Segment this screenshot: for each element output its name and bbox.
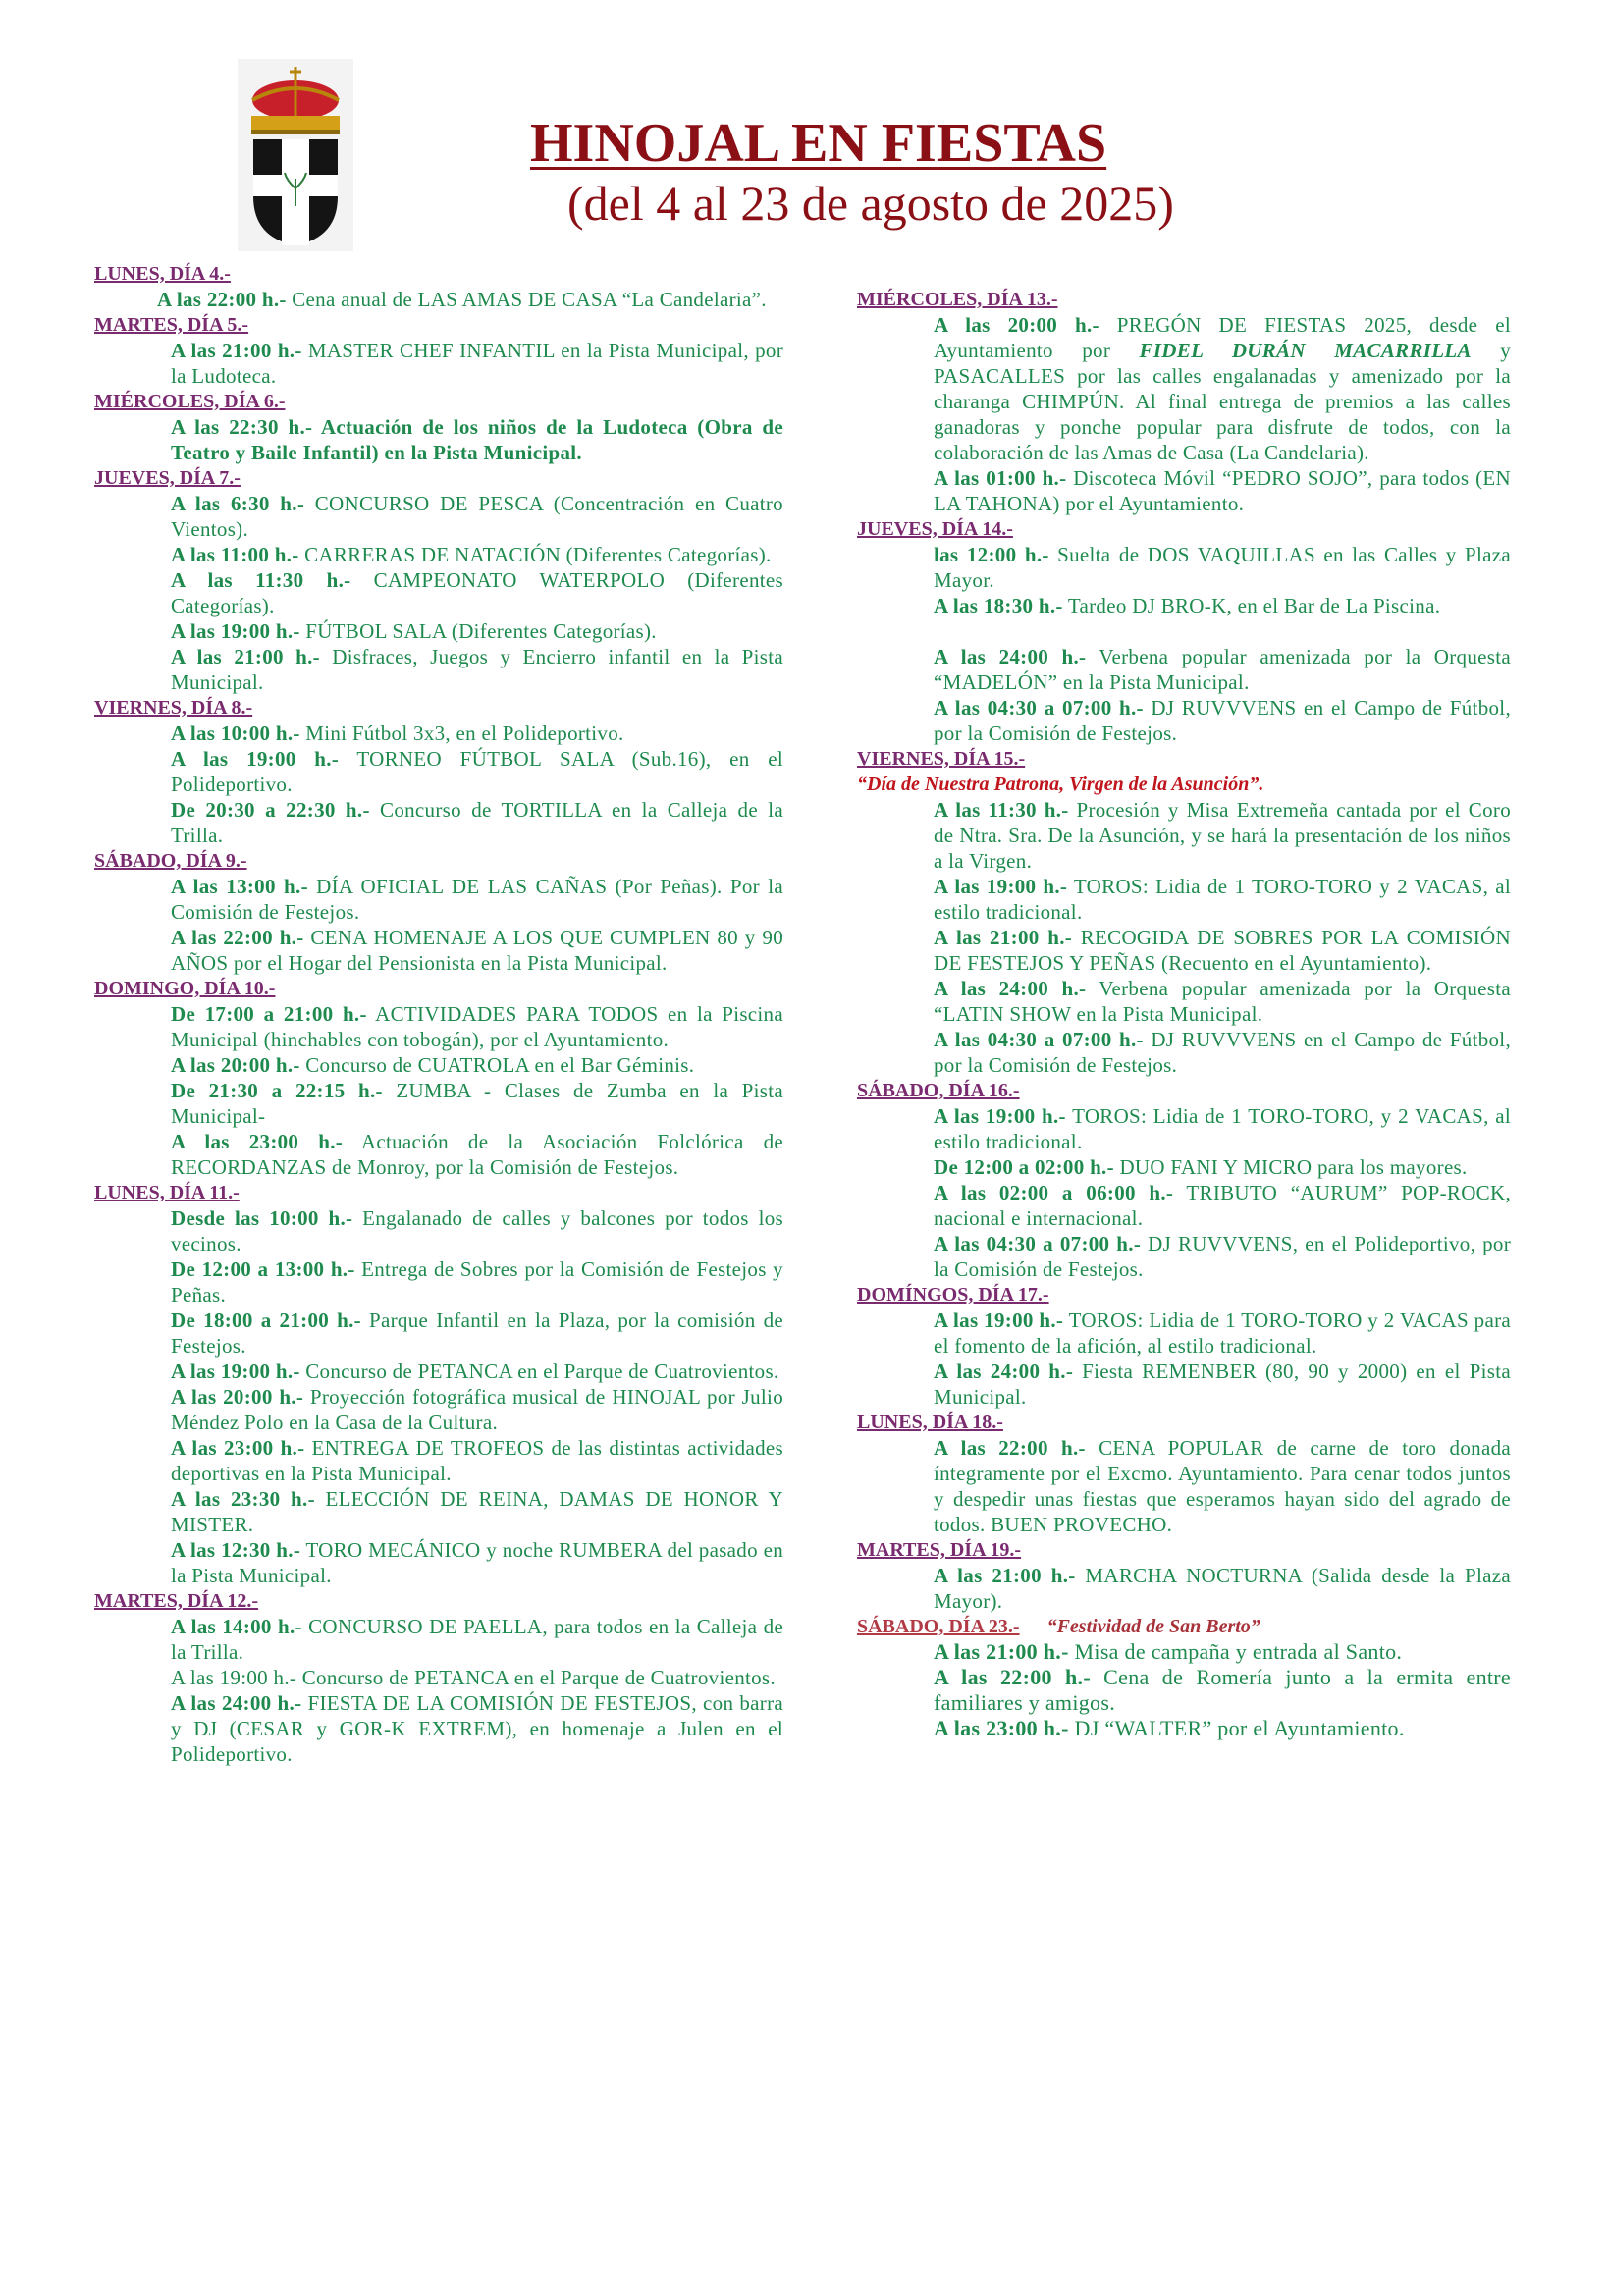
event-item	[934, 312, 1511, 465]
event-item	[171, 1665, 783, 1690]
day-heading: JUEVES, DÍA 14.-	[857, 518, 1013, 540]
event-time: A las 02:00 a 06:00 h.-	[934, 1181, 1174, 1204]
event-time: A las 19:00 h.-	[171, 1360, 300, 1383]
event-item	[934, 1180, 1511, 1231]
event-text: Procesión y Misa Extremeña cantada por el Coro de Ntra. Sra. De la Asunción, y se hará la presentación de los niños a la Virgen.	[934, 798, 1512, 873]
event-item	[171, 618, 783, 644]
event-item	[934, 797, 1511, 874]
day-heading: LUNES, DÍA 18.-	[857, 1412, 1003, 1433]
event-time: A las 04:30 a 07:00 h.-	[934, 1028, 1144, 1051]
day-heading: SÁBADO, DÍA 16.-	[857, 1080, 1020, 1101]
event-item	[171, 1435, 783, 1486]
event-time: De 12:00 a 13:00 h.-	[171, 1257, 355, 1281]
event-item	[171, 1384, 783, 1435]
event-time: A las 23:00 h.-	[171, 1130, 344, 1153]
coat-of-arms	[238, 59, 353, 251]
event-text: ENTREGA DE TROFEOS de las distintas actividades deportivas en la Pista Municipal.	[171, 1436, 783, 1485]
day-heading: LUNES, DÍA 4.-	[94, 263, 231, 285]
event-text: Fiesta REMENBER (80, 90 y 2000) en el Pista Municipal.	[934, 1360, 1511, 1409]
event-item	[157, 287, 783, 312]
event-time: A las 19:00 h.-	[171, 747, 340, 771]
event-time: A las 20:00 h.-	[171, 1053, 300, 1077]
event-item	[171, 1052, 783, 1078]
event-time: A las 13:00 h.-	[171, 875, 308, 898]
event-item	[934, 1359, 1511, 1410]
event-text: CARRERAS DE NATACIÓN (Diferentes Categorías).	[298, 543, 772, 566]
event-text: TOROS: Lidia de 1 TORO-TORO y 2 VACAS, al estilo tradicional.	[934, 875, 1511, 924]
event-text: TRIBUTO “AURUM” POP-ROCK, nacional e internacional.	[934, 1181, 1511, 1230]
coat-of-arms-icon	[238, 59, 353, 251]
event-item	[934, 1027, 1511, 1078]
day-block	[94, 389, 783, 465]
day-heading: MARTES, DÍA 19.-	[857, 1539, 1022, 1561]
event-time: A las 22:00 h.-	[157, 288, 287, 311]
event-item	[934, 644, 1511, 695]
event-text: Verbena popular amenizada por la Orquesta “MADELÓN” en la Pista Municipal.	[934, 645, 1511, 694]
event-time: A las 11:30 h.-	[934, 798, 1069, 822]
event-time: las 12:00 h.-	[934, 543, 1049, 566]
event-time: A las 21:00 h.-	[934, 1639, 1069, 1664]
event-text: ACTIVIDADES PARA TODOS en la Piscina Municipal (hinchables con tobogán), por el Ayuntamiento.	[171, 1002, 783, 1051]
day-heading: MIÉRCOLES, DÍA 6.-	[94, 391, 286, 412]
day-heading: MARTES, DÍA 5.-	[94, 314, 249, 336]
event-text: DUO FANI Y MICRO para los mayores.	[1113, 1155, 1468, 1179]
event-text: Discoteca Móvil “PEDRO SOJO”, para todos (EN LA TAHONA) por el Ayuntamiento.	[934, 466, 1511, 515]
event-time: A las 01:00 h.-	[934, 466, 1067, 490]
event-item	[171, 1129, 783, 1180]
event-item	[934, 1639, 1511, 1665]
event-item	[171, 491, 783, 542]
left-column	[94, 261, 783, 1767]
event-time: A las 24:00 h.-	[171, 1691, 302, 1715]
event-time: Desde las 10:00 h.-	[171, 1206, 353, 1230]
event-item	[171, 1537, 783, 1588]
event-text: Concurso de CUATROLA en el Bar Géminis.	[299, 1053, 695, 1077]
event-text: RECOGIDA DE SOBRES POR LA COMISIÓN DE FESTEJOS Y PEÑAS (Recuento en el Ayuntamiento).	[934, 926, 1511, 975]
day-heading: MARTES, DÍA 12.-	[94, 1590, 259, 1612]
event-item	[171, 1308, 783, 1359]
page-title: HINOJAL EN FIESTAS	[530, 113, 1107, 174]
event-text: PREGÓN DE FIESTAS 2025, desde el Ayuntamiento por	[934, 313, 1511, 362]
event-time: A las 19:00 h.-	[934, 875, 1068, 898]
event-item	[934, 542, 1511, 593]
event-text: Proyección fotográfica musical de HINOJAL por Julio Méndez Polo en la Casa de la Cultura.	[171, 1385, 783, 1434]
event-item	[934, 695, 1511, 746]
event-time: De 12:00 a 02:00 h.-	[934, 1155, 1114, 1179]
event-item	[171, 644, 783, 695]
event-text: ZUMBA - Clases de Zumba en la Pista Municipal-	[171, 1079, 783, 1128]
event-time: A las 22:00 h.-	[934, 1436, 1086, 1460]
event-text: Concurso de PETANCA en el Parque de Cuatrovientos.	[299, 1360, 779, 1383]
day-block	[857, 1614, 1511, 1741]
event-time: A las 19:00 h.-	[171, 619, 300, 643]
event-item	[934, 1665, 1511, 1716]
event-time: A las 20:00 h.-	[171, 1385, 304, 1409]
day-heading: VIERNES, DÍA 15.-	[857, 748, 1026, 770]
event-item	[934, 874, 1511, 925]
event-time: A las 23:00 h.-	[934, 1716, 1069, 1740]
event-time: A las 11:00 h.-	[171, 543, 299, 566]
event-text: CONCURSO DE PESCA (Concentración en Cuatro Vientos).	[171, 492, 783, 541]
day-heading	[857, 1614, 1511, 1639]
event-item	[171, 1205, 783, 1256]
spacer	[857, 618, 1511, 644]
event-text: Disfraces, Juegos y Encierro infantil en la Pista Municipal.	[171, 645, 784, 694]
event-text: ELECCIÓN DE REINA, DAMAS DE HONOR Y MISTER.	[171, 1487, 783, 1536]
event-text: MARCHA NOCTURNA (Salida desde la Plaza Mayor).	[934, 1564, 1511, 1613]
day-block	[94, 261, 783, 312]
event-item	[934, 465, 1511, 516]
event-item	[934, 1716, 1511, 1741]
event-text: y PASACALLES por las calles engalanadas y amenizado por la charanga CHIMPÚN. Al final entrega de premios a las calles ganadoras y ponche popular para disfrute de todos, con la colaboración de las Amas de Casa (La Candelaria).	[934, 339, 1511, 464]
event-item	[171, 1486, 783, 1537]
day-block	[857, 1282, 1511, 1410]
event-time: A las 24:00 h.-	[934, 645, 1087, 668]
event-item	[171, 542, 783, 567]
event-item	[934, 976, 1511, 1027]
event-text: CENA POPULAR de carne de toro donada íntegramente por el Excmo. Ayuntamiento. Para cenar todos juntos y despedir unas fiestas que esperamos hayan sido del agrado de todos. BUEN PROVECHO.	[934, 1436, 1511, 1536]
event-text: DJ RUVVVENS, en el Polideportivo, por la Comisión de Festejos.	[934, 1232, 1511, 1281]
event-text: Cena anual de LAS AMAS DE CASA “La Candelaria”.	[286, 288, 767, 311]
event-time: A las 20:00 h.-	[934, 313, 1099, 337]
day-block	[857, 1537, 1511, 1614]
event-time: A las 23:30 h.-	[171, 1487, 315, 1511]
event-item	[171, 414, 783, 465]
event-text: Mini Fútbol 3x3, en el Polideportivo.	[299, 721, 624, 745]
event-text: TORO MECÁNICO y noche RUMBERA del pasado en la Pista Municipal.	[171, 1538, 784, 1587]
event-time: A las 23:00 h.-	[171, 1436, 305, 1460]
event-time: A las 24:00 h.-	[934, 1360, 1074, 1383]
event-text: Tardeo DJ BRO-K, en el Bar de La Piscina.	[1062, 594, 1441, 617]
event-item	[934, 1308, 1511, 1359]
event-text: A las 19:00 h.- Concurso de PETANCA en el Parque de Cuatrovientos.	[171, 1666, 776, 1689]
day-block	[94, 312, 783, 389]
event-text: Cena de Romería junto a la ermita entre familiares y amigos.	[934, 1665, 1511, 1715]
event-text: FIESTA DE LA COMISIÓN DE FESTEJOS, con barra y DJ (CESAR y GOR-K EXTREM), en homenaje a Julen en el Polideportivo.	[171, 1691, 783, 1766]
event-text: Engalanado de calles y balcones por todos los vecinos.	[171, 1206, 784, 1255]
event-item	[171, 925, 783, 976]
event-time: A las 22:00 h.-	[171, 926, 304, 949]
day-heading: DOMÍNGOS, DÍA 17.-	[857, 1284, 1049, 1306]
event-text: CENA HOMENAJE A LOS QUE CUMPLEN 80 y 90 AÑOS por el Hogar del Pensionista en la Pista Municipal.	[171, 926, 783, 975]
event-text: Suelta de DOS VAQUILLAS en las Calles y Plaza Mayor.	[934, 543, 1511, 592]
event-time: A las 21:00 h.-	[171, 645, 320, 668]
event-text: Misa de campaña y entrada al Santo.	[1068, 1639, 1403, 1664]
event-item	[934, 1435, 1511, 1537]
event-time: A las 04:30 a 07:00 h.-	[934, 1232, 1142, 1255]
event-item	[934, 1154, 1511, 1180]
event-text: Actuación de los niños de la Ludoteca (Obra de Teatro y Baile Infantil) en la Pista Municipal.	[171, 415, 783, 464]
day-heading: SÁBADO, DÍA 9.-	[94, 850, 247, 872]
saint-heading: “Festividad de San Berto”	[1046, 1616, 1260, 1637]
day-heading: LUNES, DÍA 11.-	[94, 1182, 240, 1203]
event-item	[171, 721, 783, 746]
event-text: Parque Infantil en la Plaza, por la comisión de Festejos.	[171, 1308, 783, 1358]
event-text: Entrega de Sobres por la Comisión de Festejos y Peñas.	[171, 1257, 783, 1307]
spacer	[857, 261, 1511, 287]
event-item	[171, 1690, 783, 1767]
event-time: A las 11:30 h.-	[171, 568, 351, 592]
day-block	[94, 465, 783, 695]
day-block	[94, 976, 783, 1180]
event-item	[171, 1256, 783, 1308]
day-block	[94, 1180, 783, 1588]
event-item	[171, 874, 783, 925]
event-time: A las 22:30 h.-	[171, 415, 313, 439]
event-item	[171, 567, 783, 618]
event-text: DJ “WALTER” por el Ayuntamiento.	[1068, 1716, 1405, 1740]
event-text: Actuación de la Asociación Folclórica de RECORDANZAS de Monroy, por la Comisión de Festejos.	[171, 1130, 783, 1179]
day-block	[857, 287, 1511, 516]
event-time: De 17:00 a 21:00 h.-	[171, 1002, 367, 1026]
event-time: De 20:30 a 22:30 h.-	[171, 798, 370, 822]
event-text: TOROS: Lidia de 1 TORO-TORO, y 2 VACAS, al estilo tradicional.	[934, 1104, 1511, 1153]
event-item	[171, 1614, 783, 1665]
event-time: De 21:30 a 22:15 h.-	[171, 1079, 383, 1102]
day-heading: DOMINGO, DÍA 10.-	[94, 978, 276, 999]
day-block	[94, 1588, 783, 1767]
page-subtitle: (del 4 al 23 de agosto de 2025)	[567, 176, 1174, 231]
event-time: A las 04:30 a 07:00 h.-	[934, 696, 1144, 720]
event-time: A las 24:00 h.-	[934, 977, 1087, 1000]
day-block	[857, 746, 1511, 1078]
event-item	[171, 338, 783, 389]
event-text: Concurso de TORTILLA en la Calleja de la Trilla.	[171, 798, 783, 847]
event-item	[171, 1001, 783, 1052]
event-time: A las 18:30 h.-	[934, 594, 1063, 617]
event-text: CAMPEONATO WATERPOLO (Diferentes Categorías).	[171, 568, 783, 617]
event-item	[171, 797, 783, 848]
event-time: A las 10:00 h.-	[171, 721, 300, 745]
event-time: A las 19:00 h.-	[934, 1308, 1064, 1332]
event-time: A las 19:00 h.-	[934, 1104, 1066, 1128]
day-block	[857, 1078, 1511, 1282]
event-text: MASTER CHEF INFANTIL en la Pista Municipal, por la Ludoteca.	[171, 339, 783, 388]
event-time: De 18:00 a 21:00 h.-	[171, 1308, 361, 1332]
event-text: CONCURSO DE PAELLA, para todos en la Calleja de la Trilla.	[171, 1615, 783, 1664]
event-text: TORNEO FÚTBOL SALA (Sub.16), en el Polideportivo.	[171, 747, 783, 796]
event-time: A las 6:30 h.-	[171, 492, 305, 515]
event-item	[171, 1359, 783, 1384]
event-text: DJ RUVVVENS en el Campo de Fútbol, por la Comisión de Festejos.	[934, 696, 1511, 745]
event-text: FÚTBOL SALA (Diferentes Categorías).	[299, 619, 657, 643]
event-time: A las 14:00 h.-	[171, 1615, 302, 1638]
event-highlight: FIDEL DURÁN MACARRILLA	[1139, 339, 1472, 362]
day-block	[94, 848, 783, 976]
event-text: DJ RUVVVENS en el Campo de Fútbol, por la Comisión de Festejos.	[934, 1028, 1511, 1077]
day-heading: JUEVES, DÍA 7.-	[94, 467, 241, 489]
event-time: A las 22:00 h.-	[934, 1665, 1091, 1689]
event-text: DÍA OFICIAL DE LAS CAÑAS (Por Peñas). Por la Comisión de Festejos.	[171, 875, 783, 924]
event-text: TOROS: Lidia de 1 TORO-TORO y 2 VACAS para el fomento de la afición, al estilo tradicional.	[934, 1308, 1511, 1358]
day-heading: VIERNES, DÍA 8.-	[94, 697, 253, 719]
event-time: A las 21:00 h.-	[171, 339, 302, 362]
event-item	[934, 925, 1511, 976]
event-item	[934, 593, 1511, 618]
day-heading-label: SÁBADO, DÍA 23.-	[857, 1616, 1020, 1637]
event-item	[171, 1078, 783, 1129]
day-block	[94, 695, 783, 848]
event-time: A las 12:30 h.-	[171, 1538, 301, 1562]
event-item	[934, 1231, 1511, 1282]
patrona-heading: “Día de Nuestra Patrona, Virgen de la Asunción”.	[857, 774, 1264, 795]
right-column	[857, 261, 1511, 1741]
day-block	[857, 516, 1511, 746]
event-item	[171, 746, 783, 797]
event-time: A las 21:00 h.-	[934, 926, 1073, 949]
event-time: A las 21:00 h.-	[934, 1564, 1076, 1587]
event-text: Verbena popular amenizada por la Orquesta “LATIN SHOW en la Pista Municipal.	[934, 977, 1511, 1026]
day-block	[857, 1410, 1511, 1537]
event-item	[934, 1563, 1511, 1614]
event-item	[934, 1103, 1511, 1154]
day-heading: MIÉRCOLES, DÍA 13.-	[857, 289, 1058, 310]
